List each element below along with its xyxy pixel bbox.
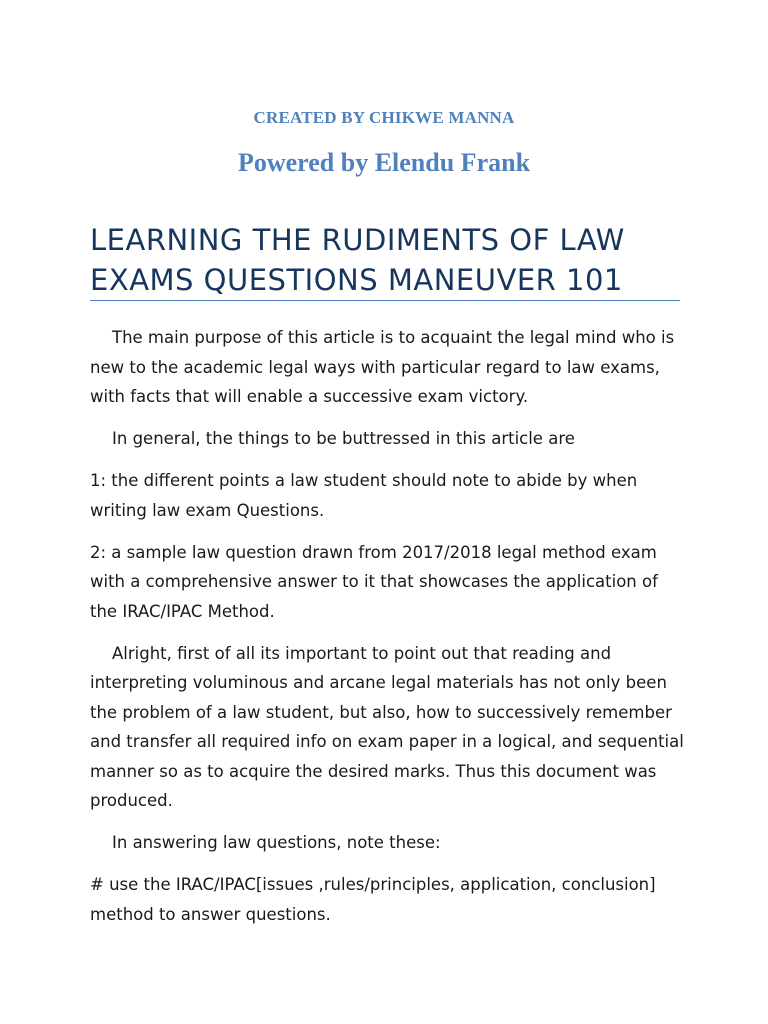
- paragraph-point-1: 1: the different points a law student should note to abide by when writing law exam Questions.: [90, 471, 638, 520]
- paragraph-answering: In answering law questions, note these:: [112, 833, 441, 852]
- paragraph-point-2: 2: a sample law question drawn from 2017/2018 legal method exam with a comprehensive answer to it that showcases the application of the IRAC/IPAC Method.: [90, 542, 658, 621]
- powered-by-line: Powered by Elendu Frank: [237, 148, 531, 177]
- created-by-line: CREATED BY CHIKWE MANNA: [253, 108, 515, 127]
- paragraph-alright: Alright, first of all its important to point out that reading and interpreting voluminous and arcane legal materials has not only been the problem of a law student, but also, how to successively remember and transfer all required info on exam paper in a logical, and sequential manner so as to acquire the desired marks. Thus this document was produced.: [90, 643, 684, 810]
- paragraph-purpose: The main purpose of this article is to acquaint the legal mind who is new to the academic legal ways with particular regard to law exams, with facts that will enable a successive exam victory.: [90, 328, 675, 406]
- document-body: [90, 323, 690, 942]
- paragraph-irac: # use the IRAC/IPAC[issues ,rules/principles, application, conclusion] method to answer questions.: [90, 875, 656, 924]
- title-underline-divider: [90, 300, 680, 301]
- document-title: LEARNING THE RUDIMENTS OF LAW EXAMS QUESTIONS MANEUVER 101: [90, 223, 625, 297]
- paragraph-general: In general, the things to be buttressed in this article are: [112, 429, 575, 448]
